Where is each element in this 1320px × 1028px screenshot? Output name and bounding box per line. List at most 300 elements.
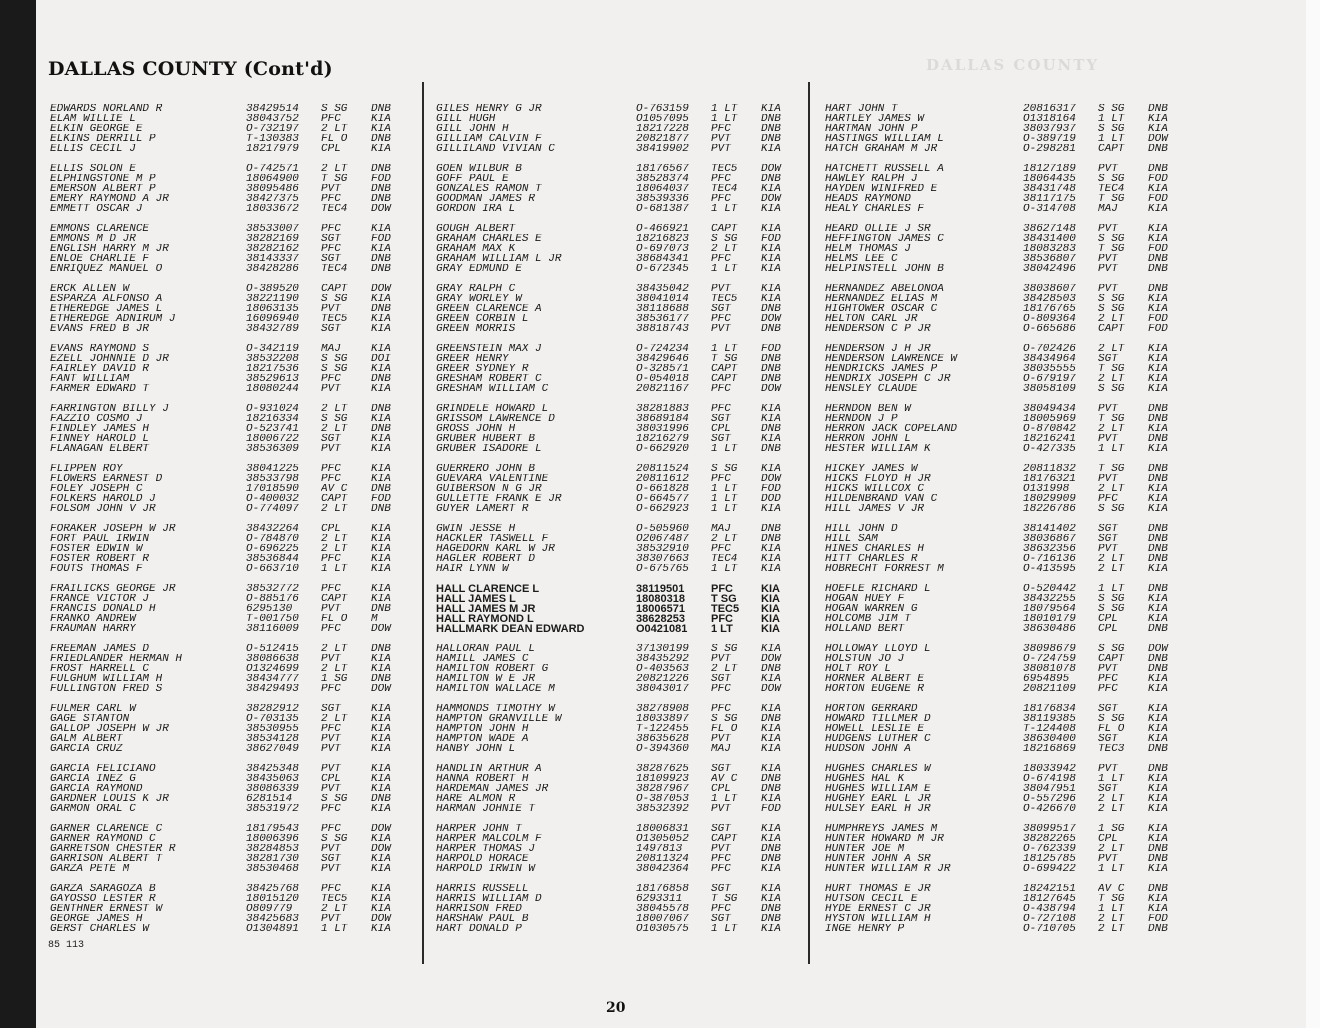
roster-entry bbox=[50, 184, 411, 194]
entry-name: HARRIS RUSSELL bbox=[436, 884, 529, 894]
group-spacer bbox=[50, 514, 411, 524]
roster-entry bbox=[50, 664, 411, 674]
entry-status: DNB bbox=[1148, 924, 1168, 934]
entry-name: HOGAN WARREN G bbox=[825, 604, 918, 614]
entry-rank: S SG bbox=[321, 104, 348, 114]
entry-name: HANBY JOHN L bbox=[436, 744, 516, 754]
entry-serial: O-885176 bbox=[246, 594, 299, 604]
entry-name: HEALY CHARLES F bbox=[825, 204, 925, 214]
roster-entry bbox=[436, 104, 801, 114]
entry-rank: CPL bbox=[711, 424, 731, 434]
entry-serial: 38635628 bbox=[636, 734, 689, 744]
entry-status: DNB bbox=[1148, 854, 1168, 864]
entry-rank: AV C bbox=[1098, 884, 1125, 894]
entry-rank: S SG bbox=[321, 794, 348, 804]
entry-serial: O-512415 bbox=[246, 644, 299, 654]
entry-rank: PVT bbox=[1098, 544, 1118, 554]
entry-rank: PVT bbox=[711, 134, 731, 144]
roster-entry bbox=[50, 654, 411, 664]
entry-serial: 38429646 bbox=[636, 354, 689, 364]
entry-rank: TEC4 bbox=[321, 264, 348, 274]
entry-status: DNB bbox=[371, 264, 391, 274]
entry-rank: 1 LT bbox=[711, 484, 738, 494]
roster-entry bbox=[825, 684, 1188, 694]
group-spacer bbox=[825, 394, 1188, 404]
entry-status: DNB bbox=[1148, 254, 1168, 264]
roster-entry bbox=[825, 374, 1188, 384]
entry-status: KIA bbox=[1148, 344, 1168, 354]
entry-name: HUGHES WILLIAM E bbox=[825, 784, 931, 794]
entry-name: GUEVARA VALENTINE bbox=[436, 474, 549, 484]
entry-serial: 38141402 bbox=[1023, 524, 1076, 534]
entry-status: KIA bbox=[761, 644, 781, 654]
roster-entry bbox=[436, 794, 801, 804]
entry-name: HARPOLD IRWIN W bbox=[436, 864, 536, 874]
entry-name: GARZA SARAGOZA B bbox=[50, 884, 156, 894]
entry-status: DNB bbox=[761, 524, 781, 534]
entry-serial: 20811524 bbox=[636, 464, 689, 474]
entry-name: HULSEY EARL H JR bbox=[825, 804, 931, 814]
entry-rank: PVT bbox=[321, 844, 341, 854]
roster-entry bbox=[50, 204, 411, 214]
roster-entry bbox=[825, 424, 1188, 434]
entry-status: DNB bbox=[761, 664, 781, 674]
entry-status: KIA bbox=[371, 324, 391, 334]
entry-status: DNB bbox=[371, 424, 391, 434]
group-spacer bbox=[825, 754, 1188, 764]
entry-status: KIA bbox=[371, 344, 391, 354]
entry-status: KIA bbox=[1148, 114, 1168, 124]
entry-status: KIA bbox=[1148, 494, 1168, 504]
roster-entry bbox=[50, 824, 411, 834]
entry-serial: 38429493 bbox=[246, 684, 299, 694]
roster-entry bbox=[50, 904, 411, 914]
entry-name: GRAY EDMUND E bbox=[436, 264, 522, 274]
entry-serial: 38627148 bbox=[1023, 224, 1076, 234]
entry-name: HATCHETT RUSSELL A bbox=[825, 164, 944, 174]
entry-serial: O1057095 bbox=[636, 114, 689, 124]
group-spacer bbox=[50, 754, 411, 764]
entry-serial: 37130199 bbox=[636, 644, 689, 654]
entry-rank: TEC4 bbox=[711, 184, 738, 194]
roster-entry bbox=[50, 374, 411, 384]
roster-entry bbox=[50, 674, 411, 684]
entry-name: FRAUMAN HARRY bbox=[50, 624, 136, 634]
entry-serial: 38627049 bbox=[246, 744, 299, 754]
roster-entry bbox=[50, 604, 411, 614]
roster-entry bbox=[436, 674, 801, 684]
entry-rank: SGT bbox=[1098, 784, 1118, 794]
entry-name: GRISSOM LAWRENCE D bbox=[436, 414, 555, 424]
entry-name: HOLLAND BERT bbox=[825, 624, 905, 634]
entry-status: KIA bbox=[761, 744, 781, 754]
roster-entry bbox=[50, 404, 411, 414]
entry-rank: 2 LT bbox=[1098, 554, 1125, 564]
entry-rank: SGT bbox=[321, 704, 341, 714]
entry-name: FULLINGTON FRED S bbox=[50, 684, 163, 694]
roster-entry bbox=[436, 354, 801, 364]
entry-name: HARPER JOHN T bbox=[436, 824, 522, 834]
entry-rank: SGT bbox=[321, 434, 341, 444]
entry-serial: 38536309 bbox=[246, 444, 299, 454]
entry-rank: SGT bbox=[711, 304, 731, 314]
entry-status: KIA bbox=[761, 184, 781, 194]
entry-name: HOLT ROY L bbox=[825, 664, 892, 674]
roster-entry bbox=[825, 844, 1188, 854]
entry-rank: SGT bbox=[1098, 734, 1118, 744]
entry-rank: MAJ bbox=[1098, 204, 1118, 214]
entry-serial: 18216823 bbox=[636, 234, 689, 244]
entry-serial: 38435063 bbox=[246, 774, 299, 784]
entry-status: KIA bbox=[371, 534, 391, 544]
entry-name: HAGEDORN KARL W JR bbox=[436, 544, 555, 554]
roster-column-1 bbox=[50, 104, 411, 934]
entry-serial: 38117175 bbox=[1023, 194, 1076, 204]
entry-name: GULLETTE FRANK E JR bbox=[436, 494, 562, 504]
entry-status: KIA bbox=[1148, 784, 1168, 794]
entry-name: EZELL JOHNNIE D JR bbox=[50, 354, 169, 364]
entry-serial: O-716136 bbox=[1023, 554, 1076, 564]
entry-name: HARE ALMON R bbox=[436, 794, 516, 804]
entry-rank: SGT bbox=[711, 824, 731, 834]
entry-serial: O-664577 bbox=[636, 494, 689, 504]
roster-entry bbox=[436, 774, 801, 784]
entry-name: ELLIS SOLON E bbox=[50, 164, 136, 174]
group-spacer bbox=[50, 814, 411, 824]
roster-entry bbox=[436, 594, 801, 604]
entry-rank: 2 LT bbox=[1098, 564, 1125, 574]
roster-entry bbox=[825, 314, 1188, 324]
entry-rank: PVT bbox=[321, 604, 341, 614]
entry-rank: 2 LT bbox=[1098, 794, 1125, 804]
entry-rank: PVT bbox=[321, 744, 341, 754]
entry-name: GENTHNER ERNEST W bbox=[50, 904, 163, 914]
entry-name: EMERY RAYMOND A JR bbox=[50, 194, 169, 204]
entry-serial: O-505960 bbox=[636, 524, 689, 534]
entry-status: DNB bbox=[371, 404, 391, 414]
entry-serial: O-426670 bbox=[1023, 804, 1076, 814]
entry-serial: 38282265 bbox=[1023, 834, 1076, 844]
roster-entry bbox=[825, 294, 1188, 304]
roster-entry bbox=[50, 284, 411, 294]
roster-entry bbox=[825, 194, 1188, 204]
group-spacer bbox=[436, 694, 801, 704]
roster-entry bbox=[825, 254, 1188, 264]
entry-name: ESPARZA ALFONSO A bbox=[50, 294, 163, 304]
entry-status: DOW bbox=[761, 314, 781, 324]
entry-name: GUYER LAMERT R bbox=[436, 504, 529, 514]
entry-status: DOW bbox=[761, 654, 781, 664]
entry-serial: 18080244 bbox=[246, 384, 299, 394]
entry-rank: S SG bbox=[1098, 604, 1125, 614]
entry-rank: T SG bbox=[711, 594, 737, 604]
entry-name: FAZZIO COSMO J bbox=[50, 414, 143, 424]
entry-rank: CAPT bbox=[1098, 324, 1125, 334]
entry-status: FOD bbox=[761, 234, 781, 244]
entry-serial: O-699422 bbox=[1023, 864, 1076, 874]
entry-rank: 1 LT bbox=[321, 564, 348, 574]
entry-serial: 38432255 bbox=[1023, 594, 1076, 604]
entry-status: KIA bbox=[371, 894, 391, 904]
roster-entry bbox=[436, 614, 801, 624]
entry-name: HUGHEY EARL L JR bbox=[825, 794, 931, 804]
entry-status: KIA bbox=[371, 924, 391, 934]
entry-serial: 38532772 bbox=[246, 584, 299, 594]
roster-entry bbox=[825, 344, 1188, 354]
entry-rank: S SG bbox=[321, 414, 348, 424]
entry-rank: PFC bbox=[711, 854, 731, 864]
entry-name: ELAM WILLIE L bbox=[50, 114, 136, 124]
entry-rank: CAPT bbox=[321, 494, 348, 504]
entry-serial: 38536844 bbox=[246, 554, 299, 564]
entry-name: EMMONS CLARENCE bbox=[50, 224, 150, 234]
entry-serial: 6295130 bbox=[246, 604, 293, 614]
entry-rank: PFC bbox=[711, 704, 731, 714]
entry-rank: S SG bbox=[711, 464, 738, 474]
entry-rank: 2 LT bbox=[321, 714, 348, 724]
entry-status: KIA bbox=[371, 864, 391, 874]
entry-name: HILDENBRAND VAN C bbox=[825, 494, 938, 504]
entry-serial: 38419902 bbox=[636, 144, 689, 154]
entry-rank: T SG bbox=[1098, 194, 1125, 204]
entry-serial: 18033672 bbox=[246, 204, 299, 214]
entry-status: KIA bbox=[1148, 304, 1168, 314]
entry-status: DNB bbox=[371, 184, 391, 194]
entry-name: HERNANDEZ ELIAS M bbox=[825, 294, 938, 304]
entry-status: KIA bbox=[371, 474, 391, 484]
entry-status: DNB bbox=[371, 254, 391, 264]
entry-status: DNB bbox=[1148, 844, 1168, 854]
entry-status: KIA bbox=[1148, 904, 1168, 914]
entry-name: GRAHAM MAX K bbox=[436, 244, 516, 254]
entry-serial: 38428503 bbox=[1023, 294, 1076, 304]
roster-entry bbox=[825, 664, 1188, 674]
entry-serial: 20821226 bbox=[636, 674, 689, 684]
entry-status: DNB bbox=[761, 904, 781, 914]
roster-page bbox=[36, 0, 1306, 1028]
entry-serial: 38086638 bbox=[246, 654, 299, 664]
entry-rank: 1 LT bbox=[1098, 444, 1125, 454]
entry-serial: 38282162 bbox=[246, 244, 299, 254]
group-spacer bbox=[436, 274, 801, 284]
roster-entry bbox=[436, 114, 801, 124]
entry-status: KIA bbox=[761, 254, 781, 264]
entry-rank: PVT bbox=[1098, 664, 1118, 674]
entry-status: DOW bbox=[371, 844, 391, 854]
entry-status: DNB bbox=[761, 844, 781, 854]
roster-entry bbox=[50, 564, 411, 574]
entry-rank: PVT bbox=[321, 654, 341, 664]
roster-entry bbox=[50, 434, 411, 444]
entry-rank: PFC bbox=[711, 614, 733, 624]
entry-serial: O809779 bbox=[246, 904, 293, 914]
entry-serial: O1030575 bbox=[636, 924, 689, 934]
entry-status: DNB bbox=[761, 324, 781, 334]
roster-entry bbox=[50, 134, 411, 144]
entry-serial: O-762339 bbox=[1023, 844, 1076, 854]
entry-rank: CAPT bbox=[711, 374, 738, 384]
entry-status: DNB bbox=[371, 604, 391, 614]
entry-serial: O1305052 bbox=[636, 834, 689, 844]
entry-status: KIA bbox=[1148, 484, 1168, 494]
roster-entry bbox=[825, 854, 1188, 864]
entry-rank: CPL bbox=[321, 774, 341, 784]
entry-rank: MAJ bbox=[321, 344, 341, 354]
roster-entry bbox=[436, 904, 801, 914]
entry-name: FOSTER ROBERT R bbox=[50, 554, 150, 564]
roster-entry bbox=[50, 884, 411, 894]
entry-serial: 18176321 bbox=[1023, 474, 1076, 484]
entry-rank: PVT bbox=[1098, 264, 1118, 274]
group-spacer bbox=[50, 154, 411, 164]
entry-status: KIA bbox=[761, 724, 781, 734]
entry-name: FORAKER JOSEPH W JR bbox=[50, 524, 176, 534]
entry-rank: S SG bbox=[321, 834, 348, 844]
entry-serial: O-696225 bbox=[246, 544, 299, 554]
entry-status: DNB bbox=[371, 674, 391, 684]
roster-entry bbox=[50, 554, 411, 564]
entry-rank: PFC bbox=[321, 724, 341, 734]
column-divider-1 bbox=[422, 82, 424, 964]
entry-rank: 1 LT bbox=[711, 104, 738, 114]
entry-name: GRAHAM WILLIAM L JR bbox=[436, 254, 562, 264]
entry-serial: 38119501 bbox=[636, 584, 685, 594]
entry-serial: 38035555 bbox=[1023, 364, 1076, 374]
group-spacer bbox=[436, 634, 801, 644]
entry-name: FRANCE VICTOR J bbox=[50, 594, 150, 604]
entry-status: DNB bbox=[761, 784, 781, 794]
entry-name: HEADS RAYMOND bbox=[825, 194, 911, 204]
entry-status: KIA bbox=[371, 784, 391, 794]
entry-rank: S SG bbox=[321, 354, 348, 364]
roster-entry bbox=[436, 554, 801, 564]
entry-rank: 1 LT bbox=[1098, 774, 1125, 784]
entry-rank: 2 LT bbox=[1098, 804, 1125, 814]
roster-entry bbox=[436, 464, 801, 474]
entry-name: FROST HARRELL C bbox=[50, 664, 150, 674]
entry-serial: 18005969 bbox=[1023, 414, 1076, 424]
entry-serial: 38530468 bbox=[246, 864, 299, 874]
roster-entry bbox=[436, 194, 801, 204]
entry-status: KIA bbox=[1148, 204, 1168, 214]
entry-serial: 38099517 bbox=[1023, 824, 1076, 834]
roster-entry bbox=[436, 764, 801, 774]
entry-name: HICKS WILLCOX C bbox=[825, 484, 925, 494]
entry-name: HYDE ERNEST C JR bbox=[825, 904, 931, 914]
entry-serial: 6293311 bbox=[636, 894, 683, 904]
entry-serial: O-387053 bbox=[636, 794, 689, 804]
entry-status: DOW bbox=[1148, 644, 1168, 654]
entry-status: DNB bbox=[371, 504, 391, 514]
entry-status: KIA bbox=[761, 434, 781, 444]
entry-status: KIA bbox=[761, 824, 781, 834]
group-spacer bbox=[825, 214, 1188, 224]
entry-name: GRESHAM WILLIAM C bbox=[436, 384, 549, 394]
entry-serial: O-413595 bbox=[1023, 564, 1076, 574]
entry-status: DOW bbox=[371, 624, 391, 634]
entry-rank: T SG bbox=[711, 894, 738, 904]
entry-name: ERCK ALLEN W bbox=[50, 284, 130, 294]
entry-rank: SGT bbox=[711, 884, 731, 894]
entry-serial: 38684341 bbox=[636, 254, 689, 264]
entry-rank: PVT bbox=[711, 804, 731, 814]
entry-status: DNB bbox=[761, 354, 781, 364]
entry-serial: 38282169 bbox=[246, 234, 299, 244]
entry-rank: 2 LT bbox=[711, 664, 738, 674]
entry-serial: 38435042 bbox=[636, 284, 689, 294]
entry-status: KIA bbox=[1148, 444, 1168, 454]
entry-name: HOWELL LESLIE E bbox=[825, 724, 925, 734]
entry-serial: 18176834 bbox=[1023, 704, 1076, 714]
entry-serial: 38095486 bbox=[246, 184, 299, 194]
entry-rank: PFC bbox=[321, 224, 341, 234]
entry-serial: 38539336 bbox=[636, 194, 689, 204]
group-spacer bbox=[436, 334, 801, 344]
entry-rank: PVT bbox=[1098, 854, 1118, 864]
roster-entry bbox=[50, 544, 411, 554]
group-spacer bbox=[50, 694, 411, 704]
entry-name: GRUBER HUBERT B bbox=[436, 434, 536, 444]
entry-rank: CPL bbox=[321, 524, 341, 534]
entry-status: DOW bbox=[371, 684, 391, 694]
entry-name: HOBRECHT FORREST M bbox=[825, 564, 944, 574]
entry-status: DNB bbox=[1148, 524, 1168, 534]
group-spacer bbox=[436, 214, 801, 224]
roster-entry bbox=[50, 384, 411, 394]
entry-status: KIA bbox=[371, 764, 391, 774]
entry-serial: 38307663 bbox=[636, 554, 689, 564]
entry-name: ELPHINGSTONE M P bbox=[50, 174, 156, 184]
entry-name: GILLILAND VIVIAN C bbox=[436, 144, 555, 154]
entry-name: ETHEREDGE JAMES L bbox=[50, 304, 163, 314]
roster-entry bbox=[436, 224, 801, 234]
entry-serial: 38425768 bbox=[246, 884, 299, 894]
roster-entry bbox=[436, 144, 801, 154]
roster-entry bbox=[50, 244, 411, 254]
entry-serial: 18216241 bbox=[1023, 434, 1076, 444]
entry-name: HALLORAN PAUL L bbox=[436, 644, 536, 654]
entry-name: GILL JOHN H bbox=[436, 124, 509, 134]
entry-status: KIA bbox=[371, 904, 391, 914]
entry-status: DNB bbox=[371, 134, 391, 144]
roster-entry bbox=[50, 294, 411, 304]
roster-entry bbox=[825, 774, 1188, 784]
entry-status: DNB bbox=[761, 124, 781, 134]
entry-status: DOW bbox=[761, 194, 781, 204]
entry-status: KIA bbox=[371, 144, 391, 154]
entry-serial: 38043752 bbox=[246, 114, 299, 124]
roster-entry bbox=[436, 824, 801, 834]
entry-serial: 18109923 bbox=[636, 774, 689, 784]
entry-rank: PVT bbox=[1098, 164, 1118, 174]
entry-status: FOD bbox=[371, 234, 391, 244]
entry-serial: 38045578 bbox=[636, 904, 689, 914]
entry-rank: T SG bbox=[1098, 364, 1125, 374]
entry-name: HAMPTON JOHN H bbox=[436, 724, 529, 734]
entry-status: KIA bbox=[761, 604, 780, 614]
roster-entry bbox=[825, 224, 1188, 234]
roster-entry bbox=[825, 554, 1188, 564]
entry-status: KIA bbox=[371, 774, 391, 784]
entry-status: DNB bbox=[371, 374, 391, 384]
entry-status: KIA bbox=[761, 284, 781, 294]
roster-entry bbox=[825, 414, 1188, 424]
roster-entry bbox=[50, 834, 411, 844]
entry-status: DNB bbox=[761, 134, 781, 144]
entry-name: GORDON IRA L bbox=[436, 204, 516, 214]
entry-rank: PVT bbox=[711, 144, 731, 154]
entry-rank: CPL bbox=[711, 784, 731, 794]
